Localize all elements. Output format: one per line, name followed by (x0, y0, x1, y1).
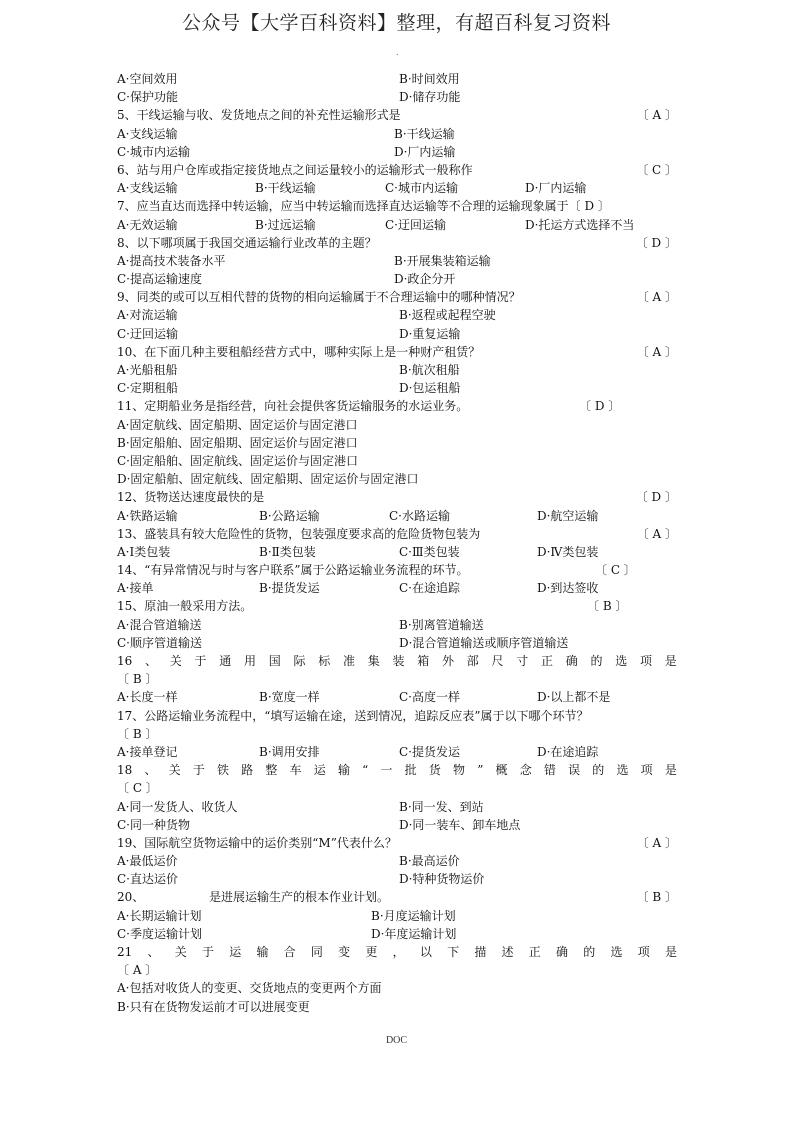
option-text: B·Ⅱ类包装 (259, 544, 316, 559)
justified-char: 寸 (516, 654, 529, 668)
justified-char: 用 (244, 654, 257, 668)
line-text: 14、“有异常情况与时与客户联系”属于公路运输业务流程的环节。 (117, 563, 469, 578)
justified-char: 正 (528, 945, 541, 959)
option-text: B·最高运价 (399, 854, 460, 869)
text-line (117, 888, 677, 906)
text-line (117, 561, 677, 579)
option-text: 〔 D 〕 (579, 399, 621, 414)
line-text: 13、盛装具有较大危险性的货物，包装强度要求高的危险货物包装为 (117, 526, 481, 541)
justified-char: 的 (592, 763, 605, 778)
text-line (117, 306, 677, 324)
line-text: 11、定期船业务是指经营，向社会提供客货运输服务的水运业务。 (117, 399, 469, 414)
option-text: D·同一装车、卸车地点 (399, 817, 521, 832)
option-text: D·政企分开 (394, 272, 456, 287)
option-text: B·月度运输计划 (371, 908, 456, 923)
line-text: C·直达运价 (117, 872, 178, 887)
text-line (117, 707, 677, 725)
justified-char: 项 (640, 763, 653, 778)
option-text: D·重复运输 (399, 326, 461, 341)
justified-char: 外 (442, 654, 455, 668)
top-dot: . (396, 48, 399, 57)
line-text: 6、站与用户仓库或指定接货地点之间运量较小的运输形式一般称作 (117, 162, 473, 177)
line-text: C·定期租船 (117, 381, 178, 396)
justified-char: 错 (543, 763, 556, 778)
line-text: A·铁路运输 (117, 508, 178, 523)
line-text: 〔 C 〕 (117, 781, 158, 796)
justified-char: 际 (293, 654, 306, 668)
page-header: 公众号【大学百科资料】整理，有超百科复习资料 (181, 12, 611, 34)
justified-char: 念 (519, 763, 532, 778)
line-text: 15、原油一般采用方法。 (117, 599, 253, 614)
answer-label: 〔 D 〕 (635, 235, 677, 250)
line-text: 〔 B 〕 (117, 672, 158, 687)
justified-char: 的 (583, 945, 596, 959)
justified-char: 一 (380, 763, 393, 778)
line-text: A·接单 (117, 581, 154, 596)
line-text: A·同一发货人、收货人 (117, 799, 238, 814)
line-text: A·光船租船 (117, 363, 178, 377)
justified-char: 于 (201, 945, 214, 959)
line-text: C·季度运输计划 (117, 926, 202, 941)
justified-char: 项 (640, 654, 653, 668)
line-text: 〔 A 〕 (117, 963, 158, 978)
text-line (117, 579, 677, 597)
text-line (117, 761, 677, 779)
option-text: C·水路运输 (389, 508, 450, 523)
line-text: 7、应当直达而选择中转运输，应当中转运输而选择直达运输等不合理的运输现象属于〔 D 〕 (117, 199, 610, 214)
text-line (117, 852, 677, 870)
text-line (117, 125, 677, 143)
option-text: C·Ⅲ类包装 (399, 544, 460, 559)
justified-char: 通 (219, 654, 232, 668)
justified-char: 选 (610, 945, 623, 959)
text-line (117, 470, 677, 488)
text-line (117, 288, 677, 306)
line-text: 10、在下面几种主要租船经营方式中，哪种实际上是一种财产租赁？ (117, 344, 481, 359)
text-line (117, 834, 677, 852)
text-line (117, 179, 677, 197)
text-line (117, 452, 677, 470)
text-line (117, 488, 677, 506)
justified-char: 输 (337, 763, 350, 778)
option-text: B·干线运输 (394, 126, 455, 141)
justified-char: 同 (310, 945, 323, 959)
option-text: B·别离管道输送 (399, 617, 484, 632)
justified-char: 以 (419, 945, 432, 959)
text-line (117, 652, 677, 670)
text-line (117, 634, 677, 652)
line-text: 17、公路运输业务流程中，“填写运输在途，送到情况，追踪反应表”属于以下哪个环节？ (117, 708, 589, 723)
justified-char: 变 (338, 945, 351, 959)
justified-char: 更 (365, 945, 378, 959)
line-text: C·城市内运输 (117, 144, 190, 159)
answer-label: 〔 A 〕 (636, 108, 677, 123)
option-text: 〔 C 〕 (595, 563, 636, 578)
option-text: D·厂内运输 (394, 144, 456, 159)
justified-char: 于 (194, 654, 207, 668)
line-text: C·同一种货物 (117, 817, 190, 832)
justified-char: 物 (453, 763, 466, 778)
line-text: 5、干线运输与收、发货地点之间的补充性运输形式是 (117, 108, 401, 123)
justified-char: 铁 (217, 763, 230, 778)
answer-label: 〔 A 〕 (636, 290, 677, 305)
text-line (117, 88, 677, 106)
line-text: A·Ⅰ类包装 (117, 544, 171, 559)
option-text: B·同一发、到站 (399, 799, 484, 814)
option-text: C·提货发运 (399, 744, 460, 759)
justified-char: 误 (568, 763, 581, 778)
justified-char: 于 (192, 763, 205, 778)
text-line (117, 743, 677, 761)
justified-char: 国 (268, 654, 281, 668)
line-text: 〔 B 〕 (117, 726, 158, 741)
text-line (117, 779, 677, 797)
justified-char: 运 (313, 763, 326, 778)
line-text: C·固定船舶、固定航线、固定运价与固定港口 (117, 453, 358, 468)
text-line (117, 688, 677, 706)
answer-label: 〔 A 〕 (636, 835, 677, 850)
option-text: D·年度运输计划 (371, 926, 457, 941)
justified-char: 21 (117, 945, 133, 959)
line-text: 19、国际航空货物运输中的运价类别“M”代表什么？ (117, 835, 397, 850)
option-text: C·高度一样 (399, 690, 460, 705)
justified-char: 运 (229, 945, 242, 959)
text-line (117, 252, 677, 270)
justified-char: 概 (495, 763, 508, 778)
option-text: D·混合管道输送或顺序管道输送 (399, 635, 569, 650)
justified-char: 关 (174, 945, 187, 959)
option-text: C·城市内运输 (385, 181, 458, 196)
line-text: A·支线运输 (117, 181, 178, 196)
text-line (117, 597, 677, 615)
option-text: D·在途追踪 (537, 744, 599, 759)
option-text: 〔 B 〕 (587, 599, 628, 614)
line-text: A·长度一样 (117, 690, 178, 705)
option-text: B·宽度一样 (259, 690, 320, 705)
justified-char: 关 (168, 763, 181, 778)
answer-label: 〔 A 〕 (636, 526, 677, 541)
option-text: D·托运方式选择不当 (525, 217, 635, 232)
justified-char: 项 (637, 945, 650, 959)
option-text: C·迂回运输 (385, 217, 446, 232)
line-text: A·固定航线、固定船期、固定运价与固定港口 (117, 417, 358, 432)
text-line (117, 106, 677, 124)
justified-char: 合 (283, 945, 296, 959)
text-line (117, 270, 677, 288)
justified-char: 选 (616, 763, 629, 778)
option-text: D·以上都不是 (537, 690, 611, 705)
text-line (117, 870, 677, 888)
text-line (117, 961, 677, 979)
option-text: B·公路运输 (259, 508, 320, 523)
text-line (117, 798, 677, 816)
text-line (117, 397, 677, 415)
option-text: D·Ⅳ类包装 (537, 544, 599, 559)
line-text: 8、以下哪项属于我国交通运输行业改革的主题？ (117, 235, 377, 250)
text-line (117, 434, 677, 452)
line-text: C·顺序管道输送 (117, 635, 202, 650)
justified-char: 的 (590, 654, 603, 668)
option-text: D·特种货物运价 (399, 872, 485, 887)
text-line (117, 161, 677, 179)
text-line (117, 379, 677, 397)
text-line (117, 216, 677, 234)
justified-char: 车 (289, 763, 302, 778)
option-text: B·提货发运 (259, 581, 320, 596)
justified-char: 路 (241, 763, 254, 778)
option-text: B·航次租船 (399, 363, 460, 377)
text-line (117, 416, 677, 434)
text-line (117, 325, 677, 343)
line-text: B·固定船舶、固定船期、固定运价与固定港口 (117, 435, 358, 450)
option-text: D·航空运输 (537, 508, 599, 523)
option-text: B·调用安排 (259, 744, 320, 759)
justified-char: 尺 (491, 654, 504, 668)
text-line (117, 70, 677, 88)
line-text: C·提高运输速度 (117, 272, 202, 287)
option-text: D·到达签收 (537, 581, 599, 596)
justified-char: ” (477, 763, 484, 778)
justified-char: 确 (556, 945, 569, 959)
line-text: A·空间效用 (117, 72, 178, 86)
justified-char: 、 (147, 945, 160, 959)
page-footer: DOC (385, 1035, 408, 1046)
justified-char: 正 (541, 654, 554, 668)
justified-char: 标 (318, 654, 331, 668)
justified-char: 是 (664, 945, 677, 959)
justified-char: 、 (144, 763, 157, 778)
line-text: A·无效运输 (117, 217, 178, 232)
line-text: A·包括对收货人的变更、交货地点的变更两个方面 (117, 981, 382, 996)
line-text: A·长期运输计划 (117, 908, 202, 923)
text-line (117, 816, 677, 834)
text-line (117, 943, 677, 961)
justified-char: 18 (117, 763, 133, 778)
option-text: D·厂内运输 (525, 181, 587, 196)
text-line (117, 725, 677, 743)
text-line (117, 670, 677, 688)
answer-label: 〔 B 〕 (636, 890, 677, 905)
justified-char: 16 (117, 654, 133, 668)
question-list (117, 70, 677, 1016)
text-line (117, 616, 677, 634)
text-line (117, 507, 677, 525)
option-text: B·干线运输 (255, 181, 316, 196)
line-text: A·对流运输 (117, 308, 178, 323)
line-text: C·保护功能 (117, 90, 178, 105)
text-line (117, 143, 677, 161)
line-text: 20、 (117, 890, 145, 905)
line-text: A·提高技术装备水平 (117, 253, 226, 268)
option-text: B·开展集装箱运输 (394, 253, 491, 268)
answer-label: 〔 D 〕 (635, 490, 677, 505)
justified-char: ， (392, 945, 405, 959)
line-text: 12、货物送达速度最快的是 (117, 490, 265, 505)
text-line (117, 361, 677, 379)
answer-label: 〔 C 〕 (636, 162, 677, 177)
option-text: D·包运租船 (399, 381, 461, 396)
justified-char: 箱 (417, 654, 430, 668)
line-text: D·固定船舶、固定航线、固定船期、固定运价与固定港口 (117, 472, 419, 487)
text-line (117, 525, 677, 543)
line-text: C·迂回运输 (117, 326, 178, 341)
text-line (117, 234, 677, 252)
text-line (117, 979, 677, 997)
justified-char: 部 (466, 654, 479, 668)
justified-char: 是 (664, 763, 677, 778)
option-text: B·时间效用 (399, 72, 460, 86)
justified-char: 整 (265, 763, 278, 778)
option-text: C·在途追踪 (399, 581, 460, 596)
justified-char: 关 (169, 654, 182, 668)
text-line (117, 197, 677, 215)
line-text: A·混合管道输送 (117, 617, 202, 632)
text-line (117, 925, 677, 943)
justified-char: 输 (256, 945, 269, 959)
line-text: A·最低运价 (117, 854, 178, 869)
justified-char: 货 (428, 763, 441, 778)
option-text: B·过远运输 (255, 217, 316, 232)
justified-char: 述 (501, 945, 514, 959)
justified-char: 描 (474, 945, 487, 959)
justified-char: “ (362, 763, 369, 778)
answer-label: 〔 A 〕 (636, 344, 677, 359)
line-text: A·支线运输 (117, 126, 178, 141)
text-line (117, 907, 677, 925)
justified-char: 装 (392, 654, 405, 668)
line-text: 9、同类的或可以互相代替的货物的相向运输属于不合理运输中的哪种情况？ (117, 290, 521, 305)
justified-char: 集 (367, 654, 380, 668)
justified-char: 下 (447, 945, 460, 959)
line-text: A·接单登记 (117, 744, 178, 759)
option-text: 是进展运输生产的根本作业计划。 (209, 890, 390, 905)
text-line (117, 998, 677, 1016)
justified-char: 是 (664, 654, 677, 668)
justified-char: 、 (145, 654, 158, 668)
option-text: D·储存功能 (399, 90, 461, 105)
text-line (117, 343, 677, 361)
justified-char: 准 (343, 654, 356, 668)
justified-char: 选 (615, 654, 628, 668)
text-line (117, 543, 677, 561)
option-text: B·返程或起程空驶 (399, 308, 496, 323)
justified-char: 批 (404, 763, 417, 778)
line-text: B·只有在货物发运前才可以进展变更 (117, 999, 310, 1014)
justified-char: 确 (565, 654, 578, 668)
